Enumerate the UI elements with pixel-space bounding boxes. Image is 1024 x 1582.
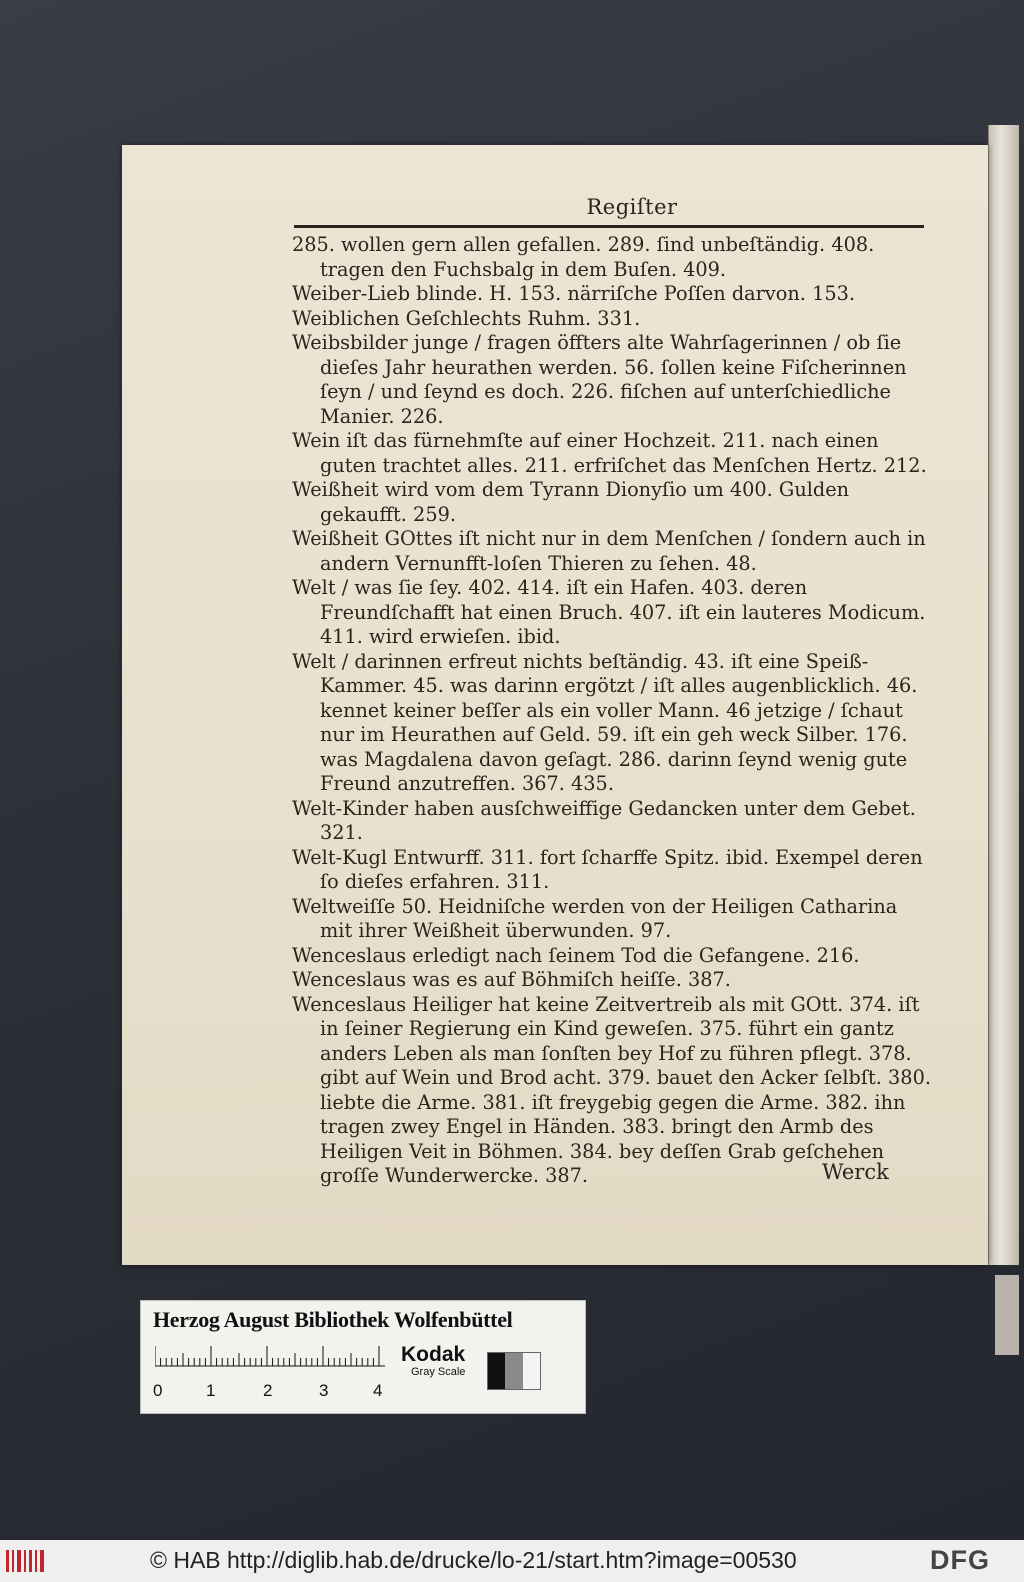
register-entry: Welt-Kinder haben ausſchweiffige Gedancken unter dem Gebet. 321. bbox=[292, 796, 916, 844]
ruler-number: 0 bbox=[153, 1381, 163, 1400]
book-page bbox=[122, 145, 988, 1265]
register-entry: 285. wollen gern allen gefallen. 289. ſind unbeſtändig. 408. tragen den Fuchsbalg in dem Buſen. 409. bbox=[292, 233, 875, 281]
register-entry: Wenceslaus was es auf Böhmiſch heiſſe. 387. bbox=[292, 968, 731, 991]
swatch-white bbox=[523, 1353, 540, 1389]
library-name: Herzog August Bibliothek Wolfenbüttel bbox=[153, 1307, 513, 1332]
ruler-number: 3 bbox=[319, 1381, 329, 1400]
register-entry: Welt / was ſie ſey. 402. 414. iſt ein Hafen. 403. deren Freundſchafft hat einen Bruch. 407. iſt ein lauteres Modicum. 411. wird erwieſen. ibid. bbox=[292, 576, 926, 648]
library-label-card bbox=[140, 1300, 586, 1414]
gray-scale-label: Gray Scale bbox=[411, 1366, 466, 1378]
register-entry: Weiber-Lieb blinde. H. 153. närriſche Poſſen darvon. 153. bbox=[292, 282, 855, 305]
kodak-brand: Kodak bbox=[401, 1343, 466, 1366]
register-entry: Wenceslaus erledigt nach ſeinem Tod die Gefangene. 216. bbox=[292, 943, 860, 967]
ruler-scale bbox=[155, 1345, 385, 1367]
register-entry: Weltweiſſe 50. Heidniſche werden von der Heiligen Catharina mit ihrer Weißheit überwunden. 97. bbox=[292, 894, 898, 942]
swatch-gray bbox=[505, 1353, 522, 1389]
page-clip bbox=[995, 1275, 1019, 1355]
copyright-url[interactable]: © HAB http://diglib.hab.de/drucke/lo-21/start.htm?image=00530 bbox=[150, 1547, 797, 1573]
register-entry: Weißheit GOttes iſt nicht nur in dem Menſchen / ſondern auch in andern Vernunfft-loſen Thieren zu ſehen. 48. bbox=[292, 527, 926, 575]
running-head: Regiſter bbox=[586, 195, 678, 219]
register-entry: Weißheit wird vom dem Tyrann Dionyſio um 400. Gulden gekaufft. 259. bbox=[292, 478, 850, 526]
register-entry: Weiblichen Geſchlechts Ruhm. 331. bbox=[292, 306, 641, 330]
dfg-logo: DFG bbox=[930, 1545, 990, 1575]
barcode-icon bbox=[6, 1548, 46, 1574]
catchword: Werck bbox=[822, 1160, 889, 1184]
register-entry: Welt / darinnen erfreut nichts beſtändig. 43. iſt eine Speiß-Kammer. 45. was darinn ergötzt / iſt alles augenblicklich. 46. kennet keiner beſſer als ein voller Mann. 46 jetzige / ſchaut nur im Heurathen auf Geld. 59. iſt ein geh weck Silber. 176. was Magdalena davon geſagt. 286. darinn ſeynd wenig gute Freund anzutreffen. 367. 435. bbox=[292, 649, 918, 795]
register-entry: Wenceslaus Heiliger hat keine Zeitvertreib als mit GOtt. 374. iſt in ſeiner Regierung ein Kind geweſen. 375. führt ein gantz anders Leben als man ſonſten bey Hof zu führen pflegt. 378. gibt auf Wein und Brod acht. 379. bauet den Acker ſelbſt. 380. liebte die Arme. 381. iſt freygebig gegen die Arme. 382. ihn tragen zwey Engel in Händen. 383. bringt den Armb des Heiligen Veit in Böhmen. 384. bey deſſen Grab geſchehen groſſe Wunderwercke. 387. bbox=[292, 992, 931, 1187]
swatch-black bbox=[488, 1353, 505, 1389]
register-entries bbox=[292, 233, 932, 1189]
ruler-number: 4 bbox=[373, 1381, 383, 1400]
footer-bar bbox=[0, 1540, 1024, 1582]
gray-scale-swatches bbox=[487, 1352, 541, 1390]
book-page-stack bbox=[988, 125, 1019, 1265]
ruler-number: 1 bbox=[206, 1381, 216, 1400]
header-rule bbox=[294, 225, 924, 228]
register-entry: Weibsbilder junge / fragen öffters alte Wahrſagerinnen / ob ſie dieſes Jahr heurathen werden. 56. ſollen keine Fiſcherinnen ſeyn / und ſeynd es doch. 226. fiſchen auf unterſchiedliche Manier. 226. bbox=[292, 331, 907, 428]
register-entry: Welt-Kugl Entwurff. 311. fort ſcharffe Spitz. ibid. Exempel deren ſo dieſes erfahren. 311. bbox=[292, 845, 923, 893]
ruler-number: 2 bbox=[263, 1381, 273, 1400]
register-entry: Wein iſt das fürnehmſte auf einer Hochzeit. 211. nach einen guten trachtet alles. 211. erfriſchet das Menſchen Hertz. 212. bbox=[292, 429, 927, 477]
